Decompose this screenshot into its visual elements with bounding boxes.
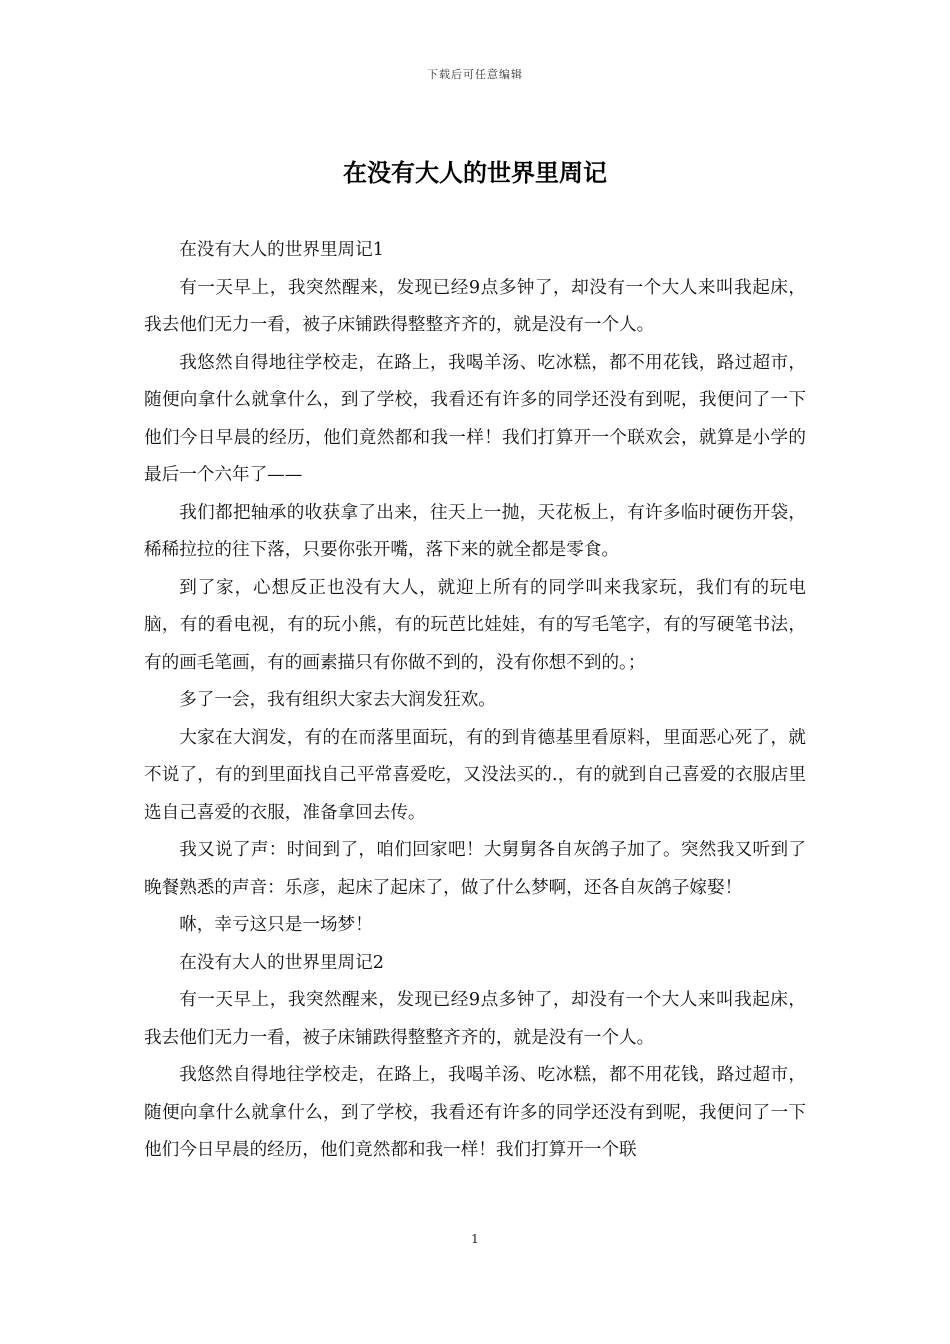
paragraph: 多了一会，我有组织大家去大润发狂欢。 — [179, 690, 496, 710]
paragraph: 咻，幸亏这只是一场梦！ — [179, 915, 373, 935]
paragraph: 大家在大润发，有的在而落里面玩，有的到肯德基里看原料，里面恶心死了，就不说了，有的到里面找自己平常喜爱吃，又没法买的.，有的就到自己喜爱的衣服店里选自己喜爱的衣服，准备拿回去传。 — [144, 727, 806, 823]
document-title: 在没有大人的世界里周记 — [343, 158, 607, 187]
paragraph: 到了家，心想反正也没有大人，就迎上所有的同学叫来我家玩，我们有的玩电脑，有的看电视，有的玩小熊，有的玩芭比娃娃，有的写毛笔字，有的写硬笔书法，有的画毛笔画，有的画素描只有你做不到的，没有你想不到的。； — [144, 577, 806, 673]
paragraph: 我悠然自得地往学校走，在路上，我喝羊汤、吃冰糕，都不用花钱，路过超市，随便向拿什么就拿什么，到了学校，我看还有许多的同学还没有到呢，我便问了一下他们今日早晨的经历，他们竟然都和我一样！我们打算开一个联 — [144, 1065, 806, 1160]
page-number: 1 — [471, 1232, 479, 1246]
paragraph: 我悠然自得地往学校走，在路上，我喝羊汤、吃冰糕，都不用花钱，路过超市，随便向拿什么就拿什么，到了学校，我看还有许多的同学还没有到呢，我便问了一下他们今日早晨的经历，他们竟然都和我一样！我们打算开一个联欢会，就算是小学的最后一个六年了—— — [144, 352, 806, 485]
document-body — [144, 232, 806, 1170]
paragraph: 我又说了声：时间到了，咱们回家吧！大舅舅各自灰鸽子加了。突然我又听到了晚餐熟悉的声音：乐彦，起床了起床了，做了什么梦啊，还各自灰鸽子嫁娶！ — [144, 840, 806, 898]
section-heading-1: 在没有大人的世界里周记1 — [179, 240, 384, 260]
paragraph: 有一天早上，我突然醒来，发现已经9点多钟了，却没有一个大人来叫我起床，我去他们无力一看，被子床铺跌得整整齐齐的，就是没有一个人。 — [144, 990, 806, 1048]
section-heading-2: 在没有大人的世界里周记2 — [179, 952, 384, 973]
header-note: 下载后可任意编辑 — [427, 68, 523, 81]
paragraph: 我们都把轴承的收获拿了出来，往天上一抛，天花板上，有许多临时硬伤开袋，稀稀拉拉的往下落，只要你张开嘴，落下来的就全都是零食。 — [144, 502, 806, 560]
paragraph: 有一天早上，我突然醒来，发现已经9点多钟了，却没有一个大人来叫我起床，我去他们无力一看，被子床铺跌得整整齐齐的，就是没有一个人。 — [144, 277, 806, 335]
